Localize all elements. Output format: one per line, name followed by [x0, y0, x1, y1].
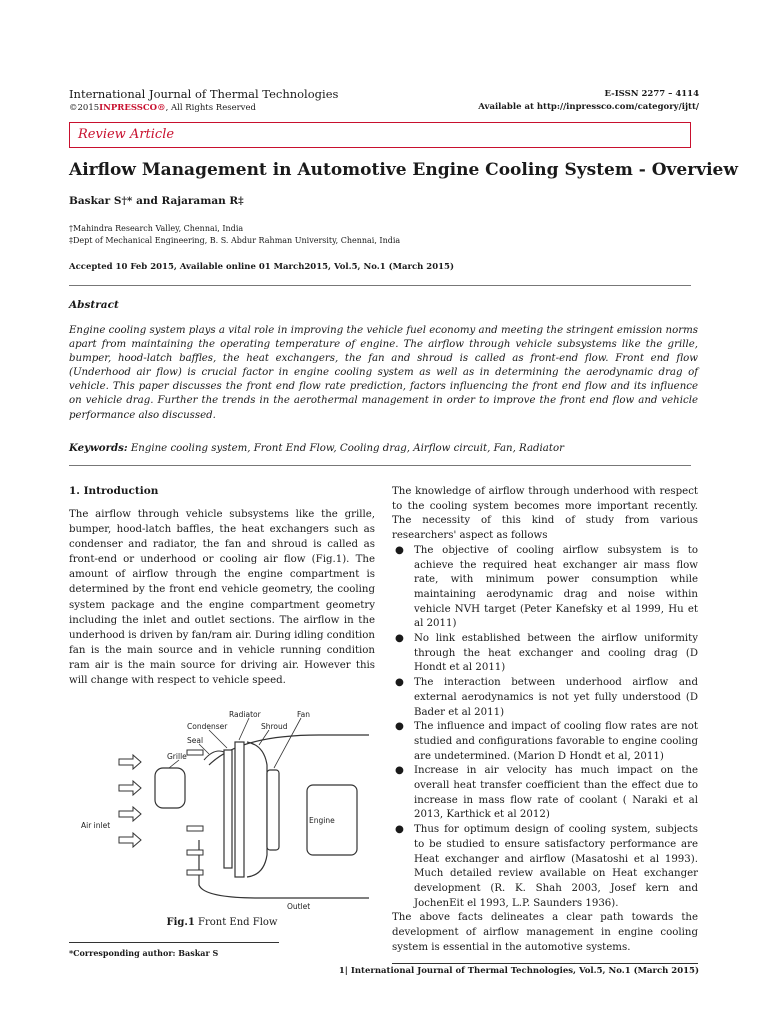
list-item-text: Increase in air velocity has much impact on the overall heat transfer coefficient than the effect due to increase in mass flow rate of coolant ( Naraki et al 2013, Karthick et al 2012): [414, 765, 698, 821]
list-item: [392, 720, 698, 764]
fan-shape: [267, 770, 279, 850]
figure-diagram: [69, 710, 375, 910]
section-heading: 1. Introduction: [69, 485, 159, 497]
abstract-heading: Abstract: [69, 299, 119, 311]
issn: E-ISSN 2277 – 4114: [604, 89, 699, 99]
figure-caption: [69, 917, 375, 928]
publisher-brand: INPRESSCO®: [99, 103, 166, 113]
list-item: [392, 544, 698, 632]
divider: [69, 285, 691, 286]
divider: [69, 465, 691, 466]
bullet-icon: ●: [395, 824, 404, 836]
list-item-text: The objective of cooling airflow subsystem is to achieve the required heat exchanger air mass flow rate, with minimum power consumption while maintaining aerodynamic drag and noise within vehicle NVH target (Peter Kanefsky et al 1999, Hu et al 2011): [414, 544, 698, 630]
label-seal: Seal: [187, 736, 204, 745]
arrow-icon: [119, 781, 141, 795]
authors: Baskar S†* and Rajaraman R‡: [69, 195, 244, 207]
front-end-flow-figure: [69, 710, 375, 910]
journal-meta: [478, 88, 699, 114]
right-column: [392, 485, 698, 956]
label-engine: Engine: [309, 816, 335, 825]
list-item-text: No link established between the airflow uniformity through the heat exchanger and cooling drag (D Hondt et al 2011): [414, 633, 698, 674]
figure-title: Front End Flow: [194, 917, 278, 928]
bullet-icon: ●: [395, 765, 404, 777]
affiliation-1: †Mahindra Research Valley, Chennai, India: [69, 224, 244, 233]
paper-title: Airflow Management in Automotive Engine Cooling System - Overview: [69, 160, 738, 180]
keywords-label: Keywords:: [69, 442, 128, 454]
label-outlet: Outlet: [287, 902, 311, 910]
accepted-line: Accepted 10 Feb 2015, Available online 01 March2015, Vol.5, No.1 (March 2015): [69, 262, 454, 272]
copyright-line: [69, 102, 338, 115]
list-item: [392, 632, 698, 676]
availability-link[interactable]: Available at http://inpressco.com/category/ijtt/: [478, 102, 699, 112]
label-shroud: Shroud: [261, 722, 288, 731]
page-footer: 1| International Journal of Thermal Technologies, Vol.5, No.1 (March 2015): [338, 966, 699, 976]
bullet-list: [392, 544, 698, 912]
label-grille: Grille: [167, 752, 187, 761]
abstract-body: Engine cooling system plays a vital role in improving the vehicle fuel economy and meeting the stringent emission norms apart from maintaining the operating temperature of engine. The airflow through vehicle subsystems like the grille, bumper, hood-latch baffles, the heat exchangers, the fan and shroud is called as front-end flow. Front end flow (Underhood air flow) is crucial factor in engine cooling system as well as in determining the aerodynamic drag of vehicle. This paper discusses the front end flow rate prediction, factors influencing the front end flow and its influence on vehicle drag. Further the trends in the aerothermal management in order to improve the front end flow and vehicle performance also discussed.: [69, 325, 698, 421]
journal-header: [69, 88, 338, 115]
affiliation-2: ‡Dept of Mechanical Engineering, B. S. Abdur Rahman University, Chennai, India: [69, 236, 401, 245]
condenser-shape: [224, 750, 232, 868]
list-item: [392, 823, 698, 911]
arrow-icon: [119, 833, 141, 847]
label-radiator: Radiator: [229, 710, 261, 719]
label-air-inlet: Air inlet: [81, 821, 111, 830]
corresponding-author: *Corresponding author: Baskar S: [69, 948, 219, 958]
shroud-shape: [247, 742, 267, 877]
footnote-divider: [69, 942, 279, 943]
bullet-icon: ●: [395, 544, 404, 556]
list-item-text: Thus for optimum design of cooling system, subjects to be studied to ensure satisfactory performance are Heat exchanger and airflow (Masatoshi et al 1993). Much detailed review available on Heat exchanger development (R. K. Shah 2003, Josef kern and JochenEit el 1993, L.P. Saunders 1936).: [414, 824, 698, 909]
article-type-box: [69, 122, 691, 148]
affiliations: [69, 223, 400, 247]
label-fan: Fan: [297, 710, 310, 719]
inlet-arrows: [119, 755, 141, 847]
grille-shape: [155, 768, 185, 808]
journal-name: International Journal of Thermal Technologies: [69, 87, 339, 101]
list-item: [392, 676, 698, 720]
bullet-icon: ●: [395, 633, 404, 645]
bullet-icon: ●: [395, 721, 404, 733]
keywords-list: Engine cooling system, Front End Flow, Cooling drag, Airflow circuit, Fan, Radiator: [130, 443, 564, 454]
list-item-text: The interaction between underhood airflow and external aerodynamics is not yet fully understood (D Bader et al 2011): [414, 677, 698, 718]
footer-divider: [392, 963, 698, 964]
right-closing-paragraph: The above facts delineates a clear path towards the development of airflow management in engine cooling system is essential in the automotive systems.: [392, 912, 698, 953]
figure-number: Fig.1: [166, 917, 195, 928]
list-item-text: The influence and impact of cooling flow rates are not studied and configurations favorable to engine cooling are undetermined. (Marion D Hondt et al, 2011): [414, 721, 698, 762]
intro-paragraph: The airflow through vehicle subsystems like the grille, bumper, hood-latch baffles, the heat exchangers such as condenser and radiator, the fan and shroud is called as front-end or underhood or cooling air flow (Fig.1). The amount of airflow through the engine compartment is determined by the front end vehicle geometry, the cooling system package and the engine compartment geometry including the inlet and outlet sections. The airflow in the underhood is driven by fan/ram air. During idling condition fan is the main source and in vehicle running condition ram air is the main source for driving air. However this will change with respect to vehicle speed.: [69, 509, 375, 687]
right-lead-paragraph: The knowledge of airflow through underhood with respect to the cooling system becomes more important recently. The necessity of this kind of study from various researchers' aspect as follows: [392, 486, 698, 542]
copyright-year: ©2015: [69, 103, 100, 113]
list-item: [392, 764, 698, 823]
label-condenser: Condenser: [187, 722, 228, 731]
bullet-icon: ●: [395, 677, 404, 689]
arrow-icon: [119, 755, 141, 769]
radiator-shape: [235, 742, 244, 877]
bumper-slots: [187, 750, 203, 875]
arrow-icon: [119, 807, 141, 821]
keywords-line: [69, 442, 564, 454]
article-type: Review Article: [78, 127, 175, 142]
copyright-suffix: , All Rights Reserved: [165, 103, 256, 113]
